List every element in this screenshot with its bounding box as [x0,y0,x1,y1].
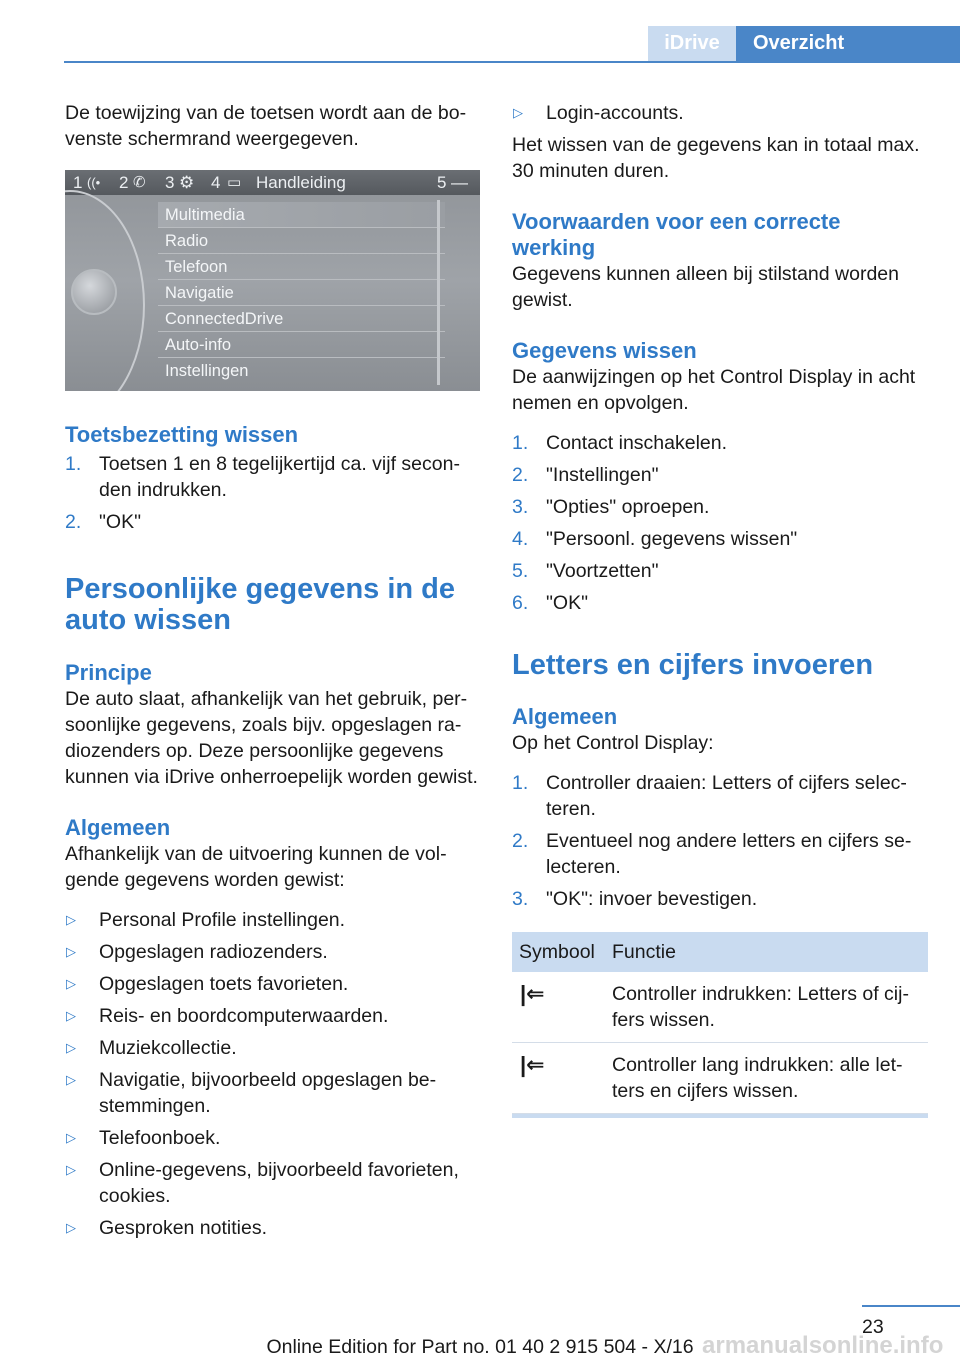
menu-item-multimedia: Multimedia [158,202,445,228]
list-item: 2. "Instellingen" [512,464,659,486]
triangle-bullet-icon: ▷ [66,1008,76,1023]
list-item: 3. "OK": invoer bevestigen. [512,888,758,910]
table-cell: Controller indrukken: Letters of cijfers wissen. [605,972,928,1043]
algemeen-text: Afhankelijk van de uitvoering kunnen de volgende gegevens worden gewist: [65,843,447,891]
triangle-bullet-icon: ▷ [66,912,76,927]
menu-item-telefoon: Telefoon [158,254,445,280]
list-item: 2. Eventueel nog andere letters en cijfers selecteren. [512,830,912,878]
delete-back-icon: |⇐ [512,972,605,1043]
algemeen-text-right: Op het Control Display: [512,732,714,754]
list-item: ▷ Muziekcollectie. [66,1037,237,1059]
list-item: ▷ Opgeslagen toets favorieten. [66,973,349,995]
footer-rule [862,1305,960,1307]
footer-edition: Online Edition for Part no. 01 40 2 915 504 - X/16 [266,1336,694,1358]
list-item: ▷ Gesproken notities. [66,1217,268,1239]
list-item: 5. "Voortzetten" [512,560,659,582]
list-item: ▷ Online-gegevens, bijvoorbeeld favorieten, cookies. [66,1159,459,1207]
phone-icon: ✆ [133,174,146,191]
screen-scrollbar [437,200,440,385]
header-rule [64,61,960,63]
menu-item-instellingen: Instellingen [165,362,249,380]
triangle-bullet-icon: ▷ [66,976,76,991]
topbar-key-5: 5 [437,173,447,192]
header-tab-overzicht: Overzicht [736,26,960,61]
gegevens-wissen-steps [512,430,928,616]
invoer-steps [512,770,928,912]
screen-topbar [65,170,480,195]
triangle-bullet-icon: ▷ [66,1130,76,1145]
list-item: 1. Controller draaien: Letters of cijfers selecteren. [512,772,907,820]
list-item: ▷ Telefoonboek. [66,1127,221,1149]
section-heading-letters-cijfers: Letters en cijfers invoeren [512,649,874,681]
triangle-bullet-icon: ▷ [66,1040,76,1055]
right-column [512,100,928,1118]
list-item: ▷ Opgeslagen radiozenders. [66,941,328,963]
menu-item-radio: Radio [158,228,445,254]
toetsbezetting-heading: Toetsbezetting wissen [65,422,299,447]
toetsbezetting-steps [65,451,480,535]
topbar-key-3: 3 [165,173,175,192]
watermark: armanualsonline.info [702,1332,944,1359]
algemeen-heading-right: Algemeen [512,704,618,729]
gear-icon: ⚙ [179,173,195,192]
page-number: 23 [862,1316,884,1338]
triangle-bullet-icon: ▷ [66,1072,76,1087]
table-bottom-rule [512,1114,928,1118]
algemeen-heading: Algemeen [65,815,171,840]
voorwaarden-text: Gegevens kunnen alleen bij stilstand worden gewist. [512,263,900,311]
menu-item-auto-info: Auto-info [158,332,445,358]
radio-wave-icon: ((• [87,175,101,190]
delete-back-icon: |⇐ [512,1043,605,1114]
car-icon: ▭ [227,174,242,191]
triangle-bullet-icon: ▷ [66,1220,76,1235]
voorwaarden-heading: Voorwaarden voor een correcte werking [512,209,841,260]
symbol-table [512,932,928,1114]
menu-item-connecteddrive: ConnectedDrive [158,306,445,332]
idrive-screen-figure [65,170,480,391]
list-item: 2. "OK" [65,511,142,533]
controller-knob-icon [71,269,117,315]
topbar-key-4: 4 [211,173,221,192]
list-item: ▷ Navigatie, bijvoorbeeld opgeslagen bestemmingen. [66,1069,437,1117]
menu-item-navigatie: Navigatie [158,280,445,306]
list-item: ▷ Personal Profile instellingen. [66,909,346,931]
dash-icon: — [451,173,468,192]
section-heading-persoonlijke-gegevens: Persoonlijke gegevens in de auto wissen [65,573,456,636]
table-header-functie: Functie [605,932,928,972]
gegevens-wissen-text: De aanwijzingen op het Control Display in acht nemen en opvolgen. [512,366,916,414]
table-header-row [512,932,928,972]
header-tab-idrive: iDrive [648,26,736,61]
principe-heading: Principe [65,660,152,685]
list-item: 4. "Persoonl. gegevens wissen" [512,528,798,550]
triangle-bullet-icon: ▷ [66,944,76,959]
topbar-key-2: 2 [119,173,129,192]
gegevens-wissen-heading: Gegevens wissen [512,338,697,363]
wis-duur-text: Het wissen van de gegevens kan in totaal max. 30 minuten duren. [512,134,920,182]
left-column [65,100,480,1247]
principe-text: De auto slaat, afhankelijk van het gebruik, persoonlijke gegevens, zoals bijv. opgeslagen radiozenders op. Deze persoonlijke gegevens kunnen via iDrive onherroepelijk worden gewist. [65,688,478,788]
list-item: ▷ Login-accounts. [513,102,684,124]
table-row [512,1043,928,1114]
topbar-handleiding: Handleiding [256,173,346,192]
topbar-key-1: 1 [73,173,83,192]
screen-menu [158,202,445,384]
intro-text: De toewijzing van de toetsen wordt aan de bovenste schermrand weergegeven. [65,102,467,150]
table-header-symbool: Symbool [512,932,605,972]
table-cell: Controller lang indrukken: alle letters en cijfers wissen. [605,1043,928,1114]
list-item: 1. Toetsen 1 en 8 tegelijkertijd ca. vijf seconden indrukken. [65,453,460,501]
triangle-bullet-icon: ▷ [513,105,523,120]
table-row [512,972,928,1043]
list-item: ▷ Reis- en boordcomputerwaarden. [66,1005,389,1027]
list-item: 6. "OK" [512,592,589,614]
list-item: 1. Contact inschakelen. [512,432,728,454]
triangle-bullet-icon: ▷ [66,1162,76,1177]
login-list [512,100,928,126]
gegevens-list [65,907,480,1241]
list-item: 3. "Opties" oproepen. [512,496,710,518]
